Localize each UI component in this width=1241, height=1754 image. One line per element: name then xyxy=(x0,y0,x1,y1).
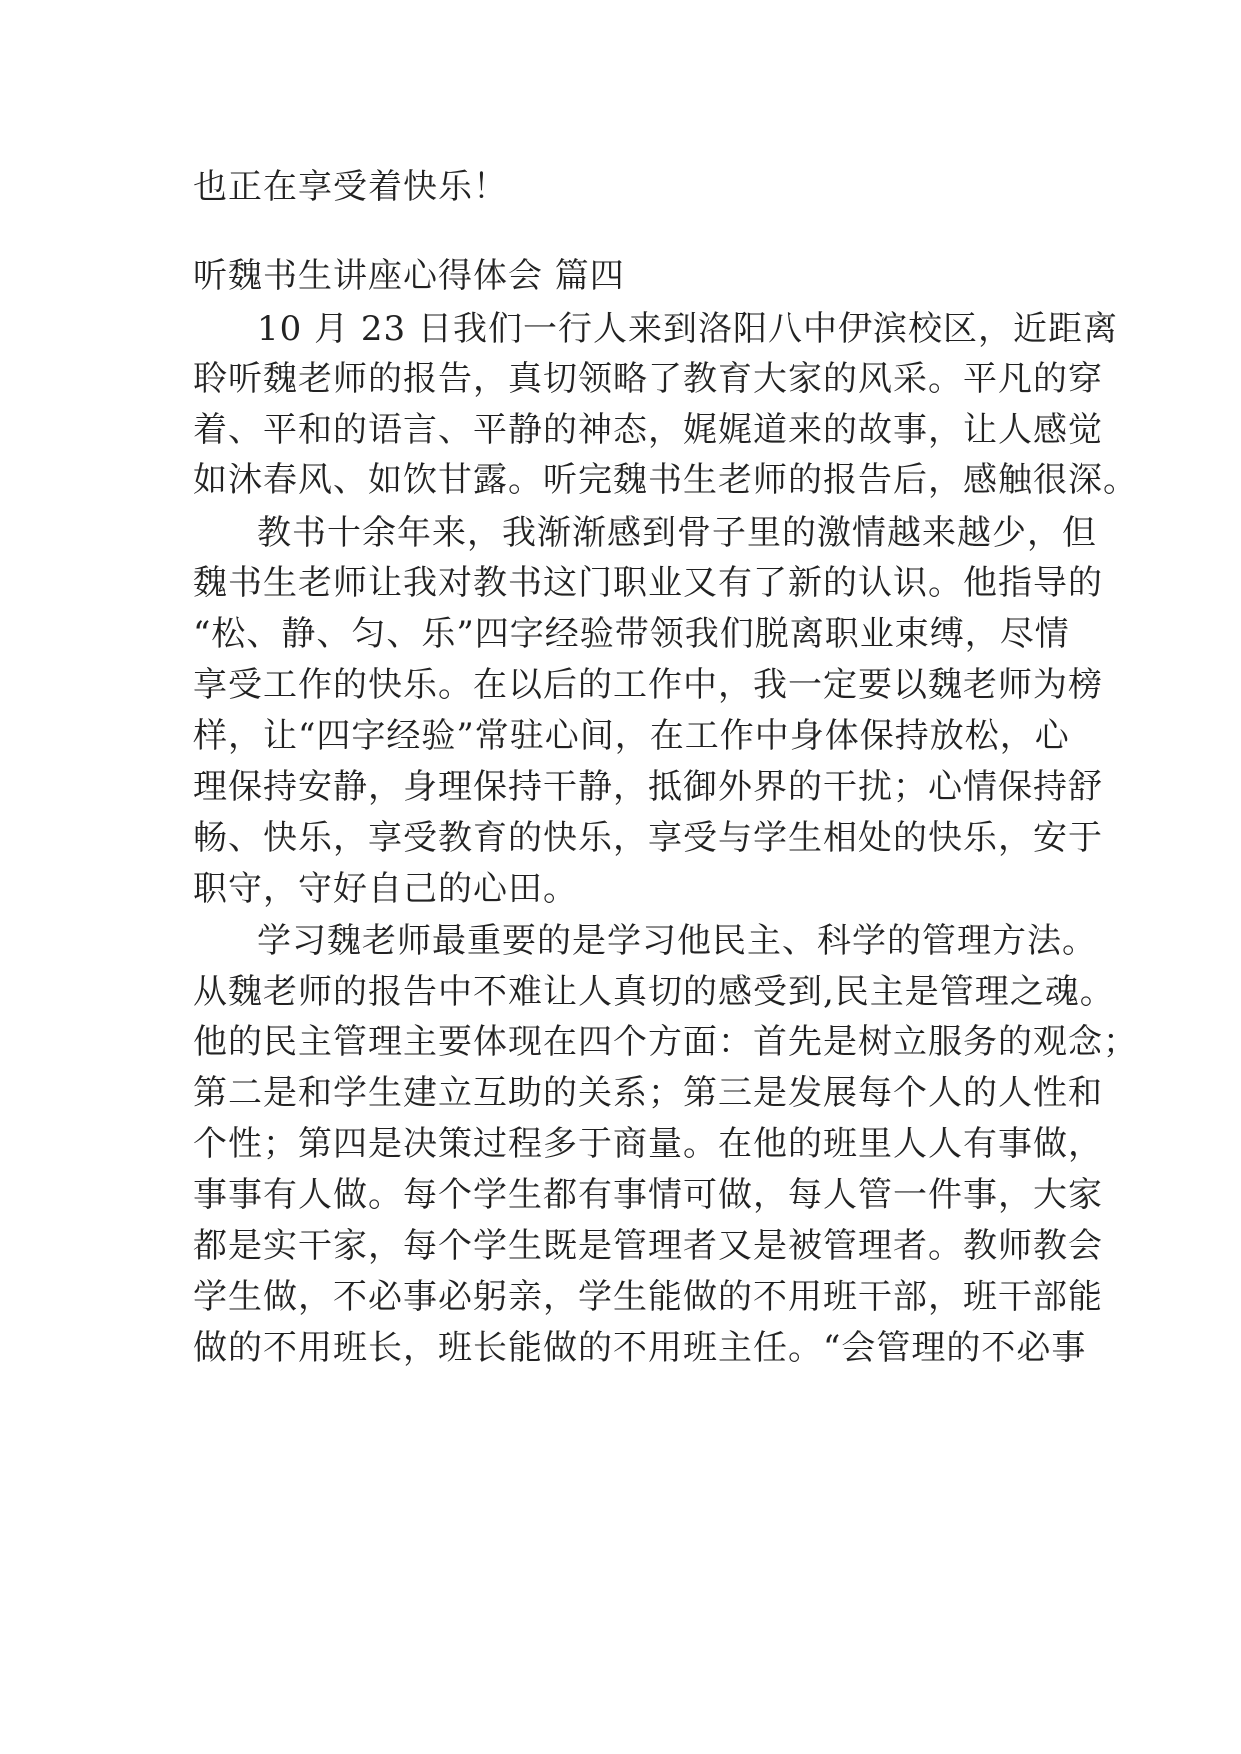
paragraph-line: 从魏老师的报告中不难让人真切的感受到,民主是管理之魂。 xyxy=(193,972,1115,1012)
paragraph-line: 事事有人做。每个学生都有事情可做，每人管一件事，大家 xyxy=(193,1175,1103,1215)
paragraph-line: 学生做，不必事必躬亲，学生能做的不用班干部，班干部能 xyxy=(193,1277,1103,1317)
paragraph-line: 如沐春风、如饮甘露。听完魏书生老师的报告后，感触很深。 xyxy=(193,460,1138,500)
paragraph-line: 享受工作的快乐。在以后的工作中，我一定要以魏老师为榜 xyxy=(193,665,1103,705)
paragraph-line: 魏书生老师让我对教书这门职业又有了新的认识。他指导的 xyxy=(193,563,1103,603)
paragraph-line: 都是实干家，每个学生既是管理者又是被管理者。教师教会 xyxy=(193,1226,1103,1266)
section-title: 听魏书生讲座心得体会 篇四 xyxy=(193,256,625,296)
paragraph-line: 畅、快乐，享受教育的快乐，享受与学生相处的快乐，安于 xyxy=(193,818,1103,858)
paragraph-line: 个性；第四是决策过程多于商量。在他的班里人人有事做， xyxy=(193,1124,1103,1164)
paragraph-line: 第二是和学生建立互助的关系；第三是发展每个人的人性和 xyxy=(193,1073,1103,1113)
intro-line: 也正在享受着快乐！ xyxy=(193,167,508,207)
paragraph-line: 着、平和的语言、平静的神态，娓娓道来的故事，让人感觉 xyxy=(193,410,1103,450)
paragraph-line: 做的不用班长，班长能做的不用班主任。“会管理的不必事 xyxy=(193,1328,1087,1368)
paragraph-line: 聆听魏老师的报告，真切领略了教育大家的风采。平凡的穿 xyxy=(193,359,1103,399)
paragraph-line: 职守，守好自己的心田。 xyxy=(193,869,578,909)
paragraph-line: 他的民主管理主要体现在四个方面：首先是树立服务的观念； xyxy=(193,1022,1138,1062)
paragraph-line: 样，让“四字经验”常驻心间，在工作中身体保持放松，心 xyxy=(193,716,1070,756)
paragraph-line: 学习魏老师最重要的是学习他民主、科学的管理方法。 xyxy=(257,921,1097,961)
paragraph-line: “松、静、匀、乐”四字经验带领我们脱离职业束缚，尽情 xyxy=(193,614,1070,654)
paragraph-line: 理保持安静，身理保持干静，抵御外界的干扰；心情保持舒 xyxy=(193,767,1103,807)
paragraph-line: 教书十余年来，我渐渐感到骨子里的激情越来越少，但 xyxy=(257,513,1097,553)
paragraph-line: 10 月 23 日我们一行人来到洛阳八中伊滨校区，近距离 xyxy=(257,309,1118,349)
